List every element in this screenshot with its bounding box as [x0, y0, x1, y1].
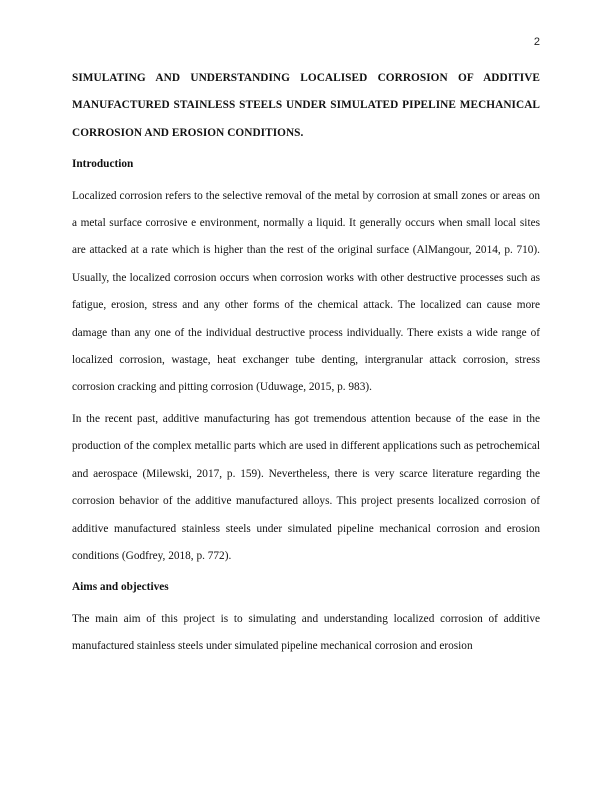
introduction-paragraph-2: In the recent past, additive manufacturing has got tremendous attention because of the ease in the production of the complex metallic parts which are used in different applications such as petrochemical and aerospace (Milewski, 2017, p. 159). Nevertheless, there is very scarce literature regarding the corrosion behavior of the additive manufactured alloys. This project presents localized corrosion of additive manufactured stainless steels under simulated pipeline mechanical corrosion and erosion conditions (Godfrey, 2018, p. 772). — [72, 412, 540, 562]
page-number: 2 — [533, 36, 540, 48]
section-heading-aims: Aims and objectives — [72, 581, 169, 594]
section-heading-introduction: Introduction — [72, 158, 134, 171]
aims-paragraph-1: The main aim of this project is to simulating and understanding localized corrosion of additive manufactured stainless steels under simulated pipeline mechanical corrosion and erosion — [72, 612, 540, 653]
document-title: SIMULATING AND UNDERSTANDING LOCALISED CORROSION OF ADDITIVE MANUFACTURED STAINLESS STEELS UNDER SIMULATED PIPELINE MECHANICAL CORROSION AND EROSION CONDITIONS. — [72, 72, 540, 139]
introduction-paragraph-1: Localized corrosion refers to the selective removal of the metal by corrosion at small zones or areas on a metal surface corrosive e environment, normally a liquid. It generally occurs when small local sites are attacked at a rate which is higher than the rest of the original surface (AlMangour, 2014, p. 710). Usually, the localized corrosion occurs when corrosion works with other destructive processes such as fatigue, erosion, stress and any other forms of the chemical attack. The localized can cause more damage than any one of the individual destructive process individually. There exists a wide range of localized corrosion, wastage, heat exchanger tube denting, intergranular attack corrosion, stress corrosion cracking and pitting corrosion (Uduwage, 2015, p. 983). — [72, 189, 540, 394]
document-body — [72, 65, 540, 665]
